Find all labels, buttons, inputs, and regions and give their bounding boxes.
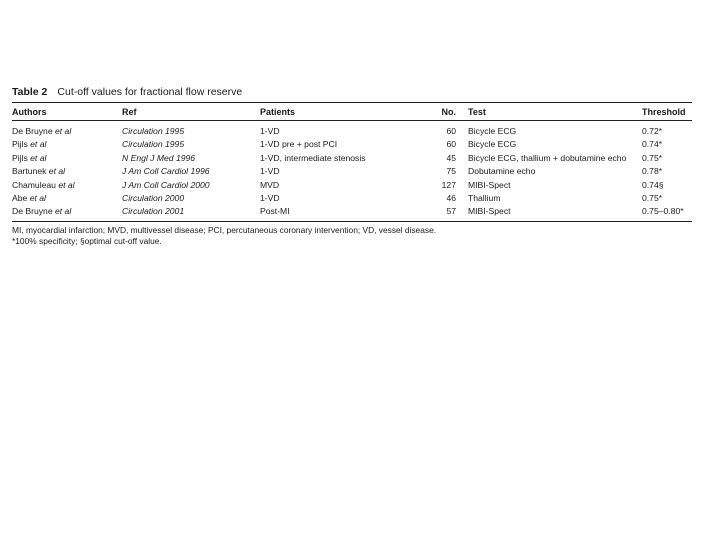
cell-threshold: 0.72* <box>642 126 663 136</box>
footnote-symbols: *100% specificity; §optimal cut-off value. <box>12 235 162 246</box>
cell-ref: J Am Coll Cardiol 2000 <box>122 179 210 190</box>
cell-no: 75 <box>446 166 456 177</box>
cell-patients: 1-VD <box>260 126 280 136</box>
cell-test: Dobutamine echo <box>468 166 536 177</box>
cell-test: Thallium <box>468 192 501 203</box>
cell-test: MIBI-Spect <box>468 179 511 190</box>
cell-test: MIBI-Spect <box>468 206 511 217</box>
table-caption <box>12 86 692 103</box>
cell-test: Bicycle ECG <box>468 139 517 150</box>
cell-patients: Post-MI <box>260 206 290 217</box>
table-footnotes <box>12 222 692 247</box>
cell-threshold: 0.75–0.80* <box>642 206 684 217</box>
table-row <box>12 190 692 203</box>
cell-test: Bicycle ECG <box>468 126 517 136</box>
cell-ref: Circulation 1995 <box>122 139 185 150</box>
cell-ref: Circulation 2000 <box>122 192 185 203</box>
table-row <box>12 203 692 216</box>
cell-patients: 1-VD <box>260 192 280 203</box>
cell-author: De Bruyne et al <box>12 206 72 217</box>
cell-author: Abe et al <box>12 192 46 203</box>
cutoff-table <box>12 86 692 247</box>
cell-threshold: 0.74§ <box>642 179 664 190</box>
header-test: Test <box>468 107 486 117</box>
cell-threshold: 0.75* <box>642 192 663 203</box>
table-row <box>12 136 692 149</box>
cell-patients: 1-VD, intermediate stenosis <box>260 152 366 163</box>
cell-author: Chamuleau et al <box>12 179 75 190</box>
cell-no: 60 <box>446 139 456 150</box>
table-row <box>12 150 692 163</box>
cell-no: 45 <box>446 152 456 163</box>
cell-patients: 1-VD <box>260 166 280 177</box>
cell-patients: 1-VD pre + post PCI <box>260 139 338 150</box>
table-row <box>12 163 692 176</box>
cell-author: De Bruyne et al <box>12 126 72 136</box>
cell-ref: Circulation 2001 <box>122 206 185 217</box>
table-row <box>12 177 692 190</box>
cell-ref: Circulation 1995 <box>122 126 185 136</box>
cell-threshold: 0.78* <box>642 166 663 177</box>
cell-threshold: 0.74* <box>642 139 663 150</box>
table-row <box>12 123 692 136</box>
cell-no: 46 <box>446 192 456 203</box>
cell-no: 127 <box>441 179 456 190</box>
table-header-row <box>12 103 692 121</box>
header-ref: Ref <box>122 107 137 117</box>
header-patients: Patients <box>260 107 296 117</box>
cell-author: Pijls et al <box>12 139 47 150</box>
cell-test: Bicycle ECG, thallium + dobutamine echo <box>468 152 627 163</box>
footnote-abbreviations: MI, myocardial infarction; MVD, multivessel disease; PCI, percutaneous coronary intervention; VD, vessel disease. <box>12 224 437 235</box>
cell-author: Pijls et al <box>12 152 47 163</box>
cell-patients: MVD <box>260 179 280 190</box>
table-title: Cut-off values for fractional flow reserve <box>57 86 243 98</box>
header-threshold: Threshold <box>642 107 686 117</box>
cell-ref: J Am Coll Cardiol 1996 <box>122 166 210 177</box>
header-authors: Authors <box>12 107 47 117</box>
cell-no: 57 <box>446 206 456 217</box>
cell-no: 60 <box>446 126 456 136</box>
cell-threshold: 0.75* <box>642 152 663 163</box>
header-no: No. <box>441 107 456 117</box>
table-body <box>12 121 692 222</box>
table-label: Table 2 <box>12 86 48 98</box>
cell-author: Bartunek et al <box>12 166 66 177</box>
cell-ref: N Engl J Med 1996 <box>122 152 196 163</box>
